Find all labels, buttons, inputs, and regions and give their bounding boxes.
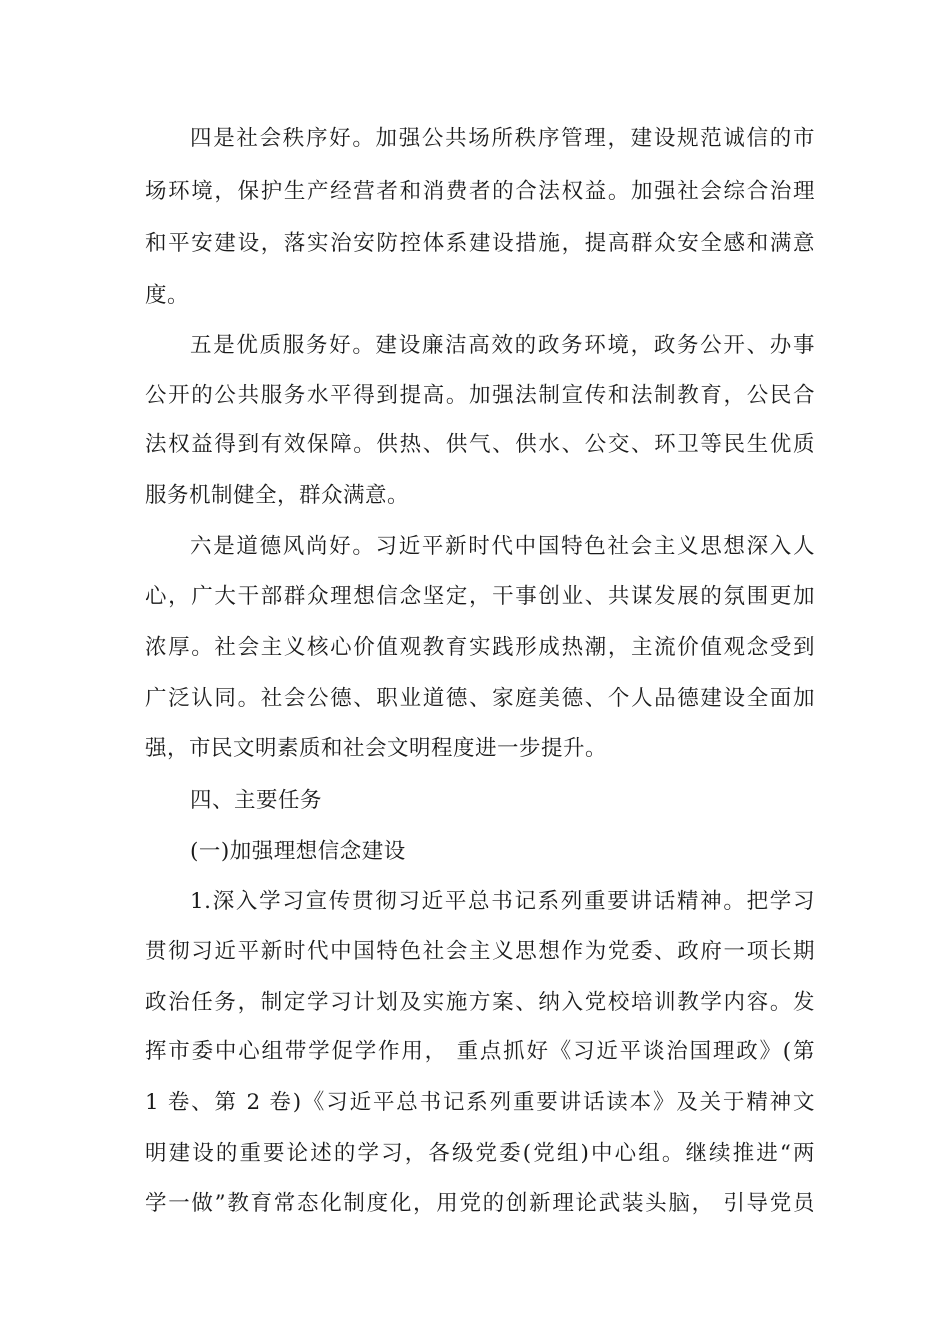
paragraph-6-line-1: 六是道德风尚好。习近平新时代中国特色社会主义思想深入人 (190, 534, 815, 559)
item-1-line-4: 挥市委中心组带学促学作用， 重点抓好《习近平谈治国理政》(第 (145, 1039, 815, 1064)
section-heading: 四、主要任务 (190, 788, 323, 813)
paragraph-6-line-3: 浓厚。社会主义核心价值观教育实践形成热潮，主流价值观念受到 (145, 635, 815, 660)
item-1-line-1: 1.深入学习宣传贯彻习近平总书记系列重要讲话精神。把学习 (190, 889, 815, 914)
paragraph-4-line-4: 度。 (145, 283, 190, 308)
paragraph-5-line-1: 五是优质服务好。建设廉洁高效的政务环境，政务公开、办事 (190, 333, 815, 358)
paragraph-6-line-5: 强，市民文明素质和社会文明程度进一步提升。 (145, 736, 608, 761)
item-1-line-3: 政治任务，制定学习计划及实施方案、纳入党校培训教学内容。发 (145, 990, 815, 1015)
paragraph-4-line-1: 四是社会秩序好。加强公共场所秩序管理，建设规范诚信的市 (190, 126, 815, 151)
paragraph-6-line-2: 心，广大干部群众理想信念坚定，干事创业、共谋发展的氛围更加 (145, 584, 815, 609)
item-1-line-2: 贯彻习近平新时代中国特色社会主义思想作为党委、政府一项长期 (145, 939, 815, 964)
item-1-line-5: 1 卷、第 2 卷)《习近平总书记系列重要讲话读本》及关于精神文 (145, 1090, 815, 1115)
paragraph-5-line-4: 服务机制健全，群众满意。 (145, 483, 410, 508)
paragraph-5-line-3: 法权益得到有效保障。供热、供气、供水、公交、环卫等民生优质 (145, 432, 815, 457)
paragraph-4-line-2: 场环境，保护生产经营者和消费者的合法权益。加强社会综合治理 (145, 179, 815, 204)
item-1-line-6: 明建设的重要论述的学习，各级党委(党组)中心组。继续推进“两 (145, 1141, 815, 1166)
subsection-heading: (一)加强理想信念建设 (190, 839, 406, 864)
item-1-line-7: 学一做”教育常态化制度化，用党的创新理论武装头脑， 引导党员 (145, 1191, 815, 1216)
paragraph-5-line-2: 公开的公共服务水平得到提高。加强法制宣传和法制教育，公民合 (145, 383, 815, 408)
paragraph-6-line-4: 广泛认同。社会公德、职业道德、家庭美德、个人品德建设全面加 (145, 686, 815, 711)
paragraph-4-line-3: 和平安建设，落实治安防控体系建设措施，提高群众安全感和满意 (145, 231, 815, 256)
